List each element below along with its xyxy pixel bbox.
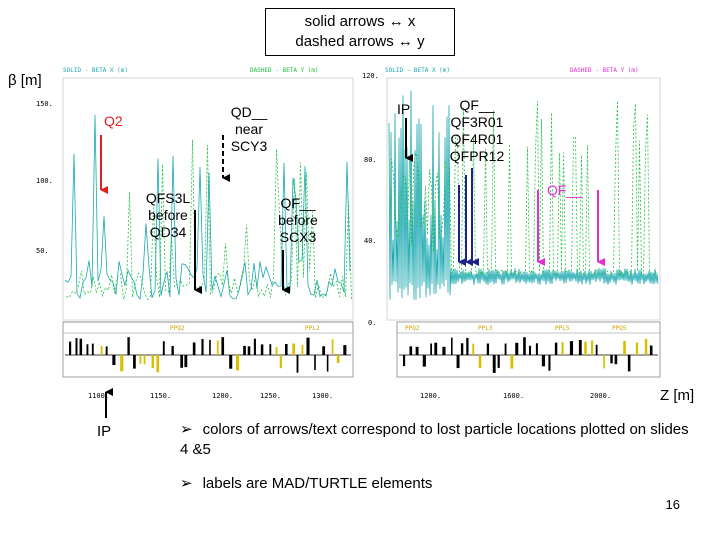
left-lattice-magnet bbox=[261, 344, 264, 355]
left-lattice-magnet bbox=[292, 344, 295, 355]
right-lattice-magnet bbox=[579, 340, 582, 355]
right-lattice-magnet bbox=[596, 345, 598, 355]
left-lattice-magnet bbox=[152, 355, 154, 368]
right-lattice-magnet bbox=[434, 343, 437, 355]
right-lattice-magnet bbox=[645, 339, 647, 355]
ip-bottom-label: IP bbox=[97, 423, 112, 440]
right-lattice-magnet bbox=[562, 342, 564, 355]
left-lattice-magnet bbox=[180, 355, 183, 368]
left-xtick: 1100. bbox=[88, 392, 110, 400]
right-lattice-magnet bbox=[498, 355, 500, 368]
notes-list bbox=[180, 420, 700, 508]
bullet-arrow-icon: ➢ bbox=[180, 475, 193, 492]
left-lattice-magnet bbox=[86, 344, 88, 355]
right-ytick: 80. bbox=[364, 156, 377, 164]
left-lattice-magnet bbox=[209, 340, 211, 355]
left-lattice-magnet bbox=[193, 342, 196, 355]
left-lattice-magnet bbox=[139, 355, 141, 364]
left-lattice-magnet bbox=[285, 344, 288, 355]
right-ytick: 0. bbox=[368, 319, 377, 327]
right-lattice-magnet bbox=[542, 355, 545, 366]
right-lattice-magnet bbox=[529, 346, 531, 355]
left-lattice-magnet bbox=[327, 355, 329, 372]
qfs3l-line: QD34 bbox=[149, 224, 187, 240]
right-lattice-magnet bbox=[628, 355, 631, 371]
left-ytick: 100. bbox=[36, 177, 53, 185]
right-lattice-magnet bbox=[466, 338, 468, 355]
left-lattice-magnet bbox=[120, 355, 123, 371]
left-lattice-magnet bbox=[229, 355, 232, 369]
left-lattice-magnet bbox=[314, 355, 316, 370]
note-text: colors of arrows/text correspond to lost particle locations plotted on slides 4 &5 bbox=[180, 421, 689, 458]
legend-solid-text: solid arrows ↔ x bbox=[304, 13, 416, 30]
right-lattice-magnet bbox=[591, 341, 593, 355]
right-lattice-magnet bbox=[536, 343, 538, 355]
left-legend-dashed: DASHED - BETA Y (m) bbox=[250, 67, 319, 74]
right-lattice-magnet bbox=[505, 344, 507, 355]
left-lattice-magnet bbox=[171, 346, 173, 355]
right-ytick: 40. bbox=[364, 237, 377, 245]
left-lattice-magnet bbox=[106, 346, 108, 355]
right-lattice-magnet bbox=[510, 355, 513, 369]
qf-before-scx3-label bbox=[272, 195, 324, 246]
left-lattice-magnet bbox=[101, 346, 103, 355]
qf-list-line: QF4R01 bbox=[450, 131, 504, 147]
right-lattice-magnet bbox=[451, 338, 453, 355]
right-lattice-magnet bbox=[615, 355, 618, 364]
left-lattice-magnet bbox=[144, 355, 146, 364]
right-lattice-magnet bbox=[472, 344, 474, 355]
right-lattice-magnet bbox=[423, 355, 426, 367]
right-lattice-magnet bbox=[623, 341, 626, 355]
right-lattice-magnet bbox=[650, 346, 653, 355]
left-legend-solid: SOLID - BETA X (m) bbox=[63, 67, 129, 74]
qf-list-label bbox=[444, 97, 510, 165]
right-lattice-magnet bbox=[487, 343, 489, 355]
page-number: 16 bbox=[665, 497, 680, 512]
left-lattice-magnet bbox=[337, 355, 340, 363]
right-ytick: 120. bbox=[362, 72, 379, 80]
right-xtick: 1600. bbox=[503, 392, 525, 400]
left-xtick: 1150. bbox=[150, 392, 172, 400]
left-ytick: 150. bbox=[36, 100, 53, 108]
right-lattice-magnet bbox=[416, 347, 419, 355]
right-lattice-magnet bbox=[515, 343, 518, 355]
left-lattice-magnet bbox=[112, 355, 115, 365]
right-lattice-magnet bbox=[442, 347, 445, 355]
left-lattice-magnet bbox=[301, 345, 303, 355]
bullet-arrow-icon: ➢ bbox=[180, 421, 193, 438]
qf-scx3-line: SCX3 bbox=[279, 229, 317, 245]
right-lattice-magnet bbox=[555, 343, 557, 355]
left-element-label: PPQ2 bbox=[170, 325, 185, 332]
left-lattice-magnet bbox=[280, 355, 282, 368]
left-lattice-magnet bbox=[248, 346, 251, 355]
qd-line: near bbox=[234, 121, 264, 137]
left-lattice-magnet bbox=[269, 344, 271, 355]
right-beta-curves bbox=[389, 91, 658, 300]
left-lattice-magnet bbox=[127, 337, 129, 355]
qd-near-scy3-label bbox=[224, 104, 274, 155]
right-lattice-magnet bbox=[409, 346, 412, 355]
qf-scx3-line: QF__ bbox=[280, 195, 316, 211]
left-lattice-magnet bbox=[92, 344, 94, 355]
right-lattice-magnet bbox=[610, 355, 612, 363]
qf-list-line: QF3R01 bbox=[450, 114, 504, 130]
qd-line: QD__ bbox=[230, 104, 268, 120]
left-lattice-magnet bbox=[276, 347, 278, 355]
left-lattice-magnet bbox=[69, 342, 71, 355]
right-lattice-magnet bbox=[523, 337, 526, 355]
right-lattice-magnet bbox=[584, 342, 587, 355]
z-axis-label: Z [m] bbox=[660, 387, 695, 404]
right-element-label: PPQ2 bbox=[405, 325, 420, 332]
left-lattice-magnet bbox=[236, 355, 239, 370]
left-xtick: 1250. bbox=[260, 392, 282, 400]
right-element-label: PPL5 bbox=[555, 325, 570, 332]
right-lattice-magnet bbox=[457, 355, 460, 368]
left-lattice-magnet bbox=[297, 355, 299, 373]
right-element-label: PPQ5 bbox=[612, 325, 627, 332]
right-element-label: PPL3 bbox=[478, 325, 493, 332]
right-lattice-magnet bbox=[493, 355, 496, 373]
left-lattice-magnet bbox=[221, 337, 224, 355]
right-lattice-magnet bbox=[479, 355, 482, 368]
qf-magenta-label: QF__ bbox=[547, 182, 583, 198]
left-lattice-magnet bbox=[343, 345, 346, 355]
left-lattice-magnet bbox=[201, 339, 203, 355]
left-xtick: 1200. bbox=[212, 392, 234, 400]
right-lattice-magnet bbox=[570, 341, 573, 355]
ip-top-label: IP bbox=[397, 101, 411, 117]
note-item bbox=[180, 474, 700, 494]
q2-label: Q2 bbox=[104, 113, 123, 129]
left-lattice-magnet bbox=[76, 338, 78, 355]
beta-axis-label: β [m] bbox=[8, 72, 42, 89]
right-lattice-magnet bbox=[430, 344, 432, 355]
legend-dashed-text: dashed arrows ↔ y bbox=[295, 33, 425, 50]
qfs3l-line: before bbox=[148, 207, 188, 223]
right-lattice-magnet bbox=[461, 343, 463, 355]
right-lattice-magnet bbox=[603, 355, 605, 368]
left-lattice-magnet bbox=[243, 346, 246, 355]
qf-list-line: QF__ bbox=[459, 97, 495, 113]
right-lattice-magnet bbox=[403, 355, 405, 366]
left-lattice-magnet bbox=[133, 355, 136, 369]
note-item bbox=[180, 420, 700, 460]
right-lattice-magnet bbox=[636, 342, 638, 355]
right-legend-dashed: DASHED - BETA Y (m) bbox=[570, 67, 639, 74]
right-lattice-elements bbox=[399, 337, 658, 373]
left-lattice-magnet bbox=[163, 341, 165, 355]
left-element-label: PPL2 bbox=[305, 325, 320, 332]
note-text: labels are MAD/TURTLE elements bbox=[202, 475, 433, 492]
left-ytick: 50. bbox=[36, 247, 49, 255]
qfs3l-label bbox=[140, 190, 196, 241]
qf-scx3-line: before bbox=[278, 212, 318, 228]
left-lattice-magnet bbox=[217, 341, 219, 355]
left-lattice-magnet bbox=[254, 339, 256, 355]
left-xtick: 1300. bbox=[312, 392, 334, 400]
qfs3l-line: QFS3L bbox=[145, 190, 191, 206]
right-legend-solid: SOLID - BETA X (m) bbox=[385, 67, 451, 74]
qf-list-line: QFPR12 bbox=[449, 148, 505, 164]
left-lattice-magnet bbox=[80, 339, 83, 355]
right-xtick: 1200. bbox=[420, 392, 442, 400]
left-lattice-magnet bbox=[322, 346, 325, 355]
right-lattice-magnet bbox=[548, 355, 550, 371]
left-lattice-elements bbox=[65, 337, 351, 373]
left-lattice-magnet bbox=[332, 339, 334, 355]
right-xtick: 2000. bbox=[590, 392, 612, 400]
qd-line: SCY3 bbox=[230, 138, 268, 154]
left-lattice-magnet bbox=[306, 338, 309, 355]
right-beta-y-curve bbox=[390, 101, 658, 276]
left-lattice-magnet bbox=[156, 355, 159, 372]
left-lattice-magnet bbox=[184, 355, 187, 367]
